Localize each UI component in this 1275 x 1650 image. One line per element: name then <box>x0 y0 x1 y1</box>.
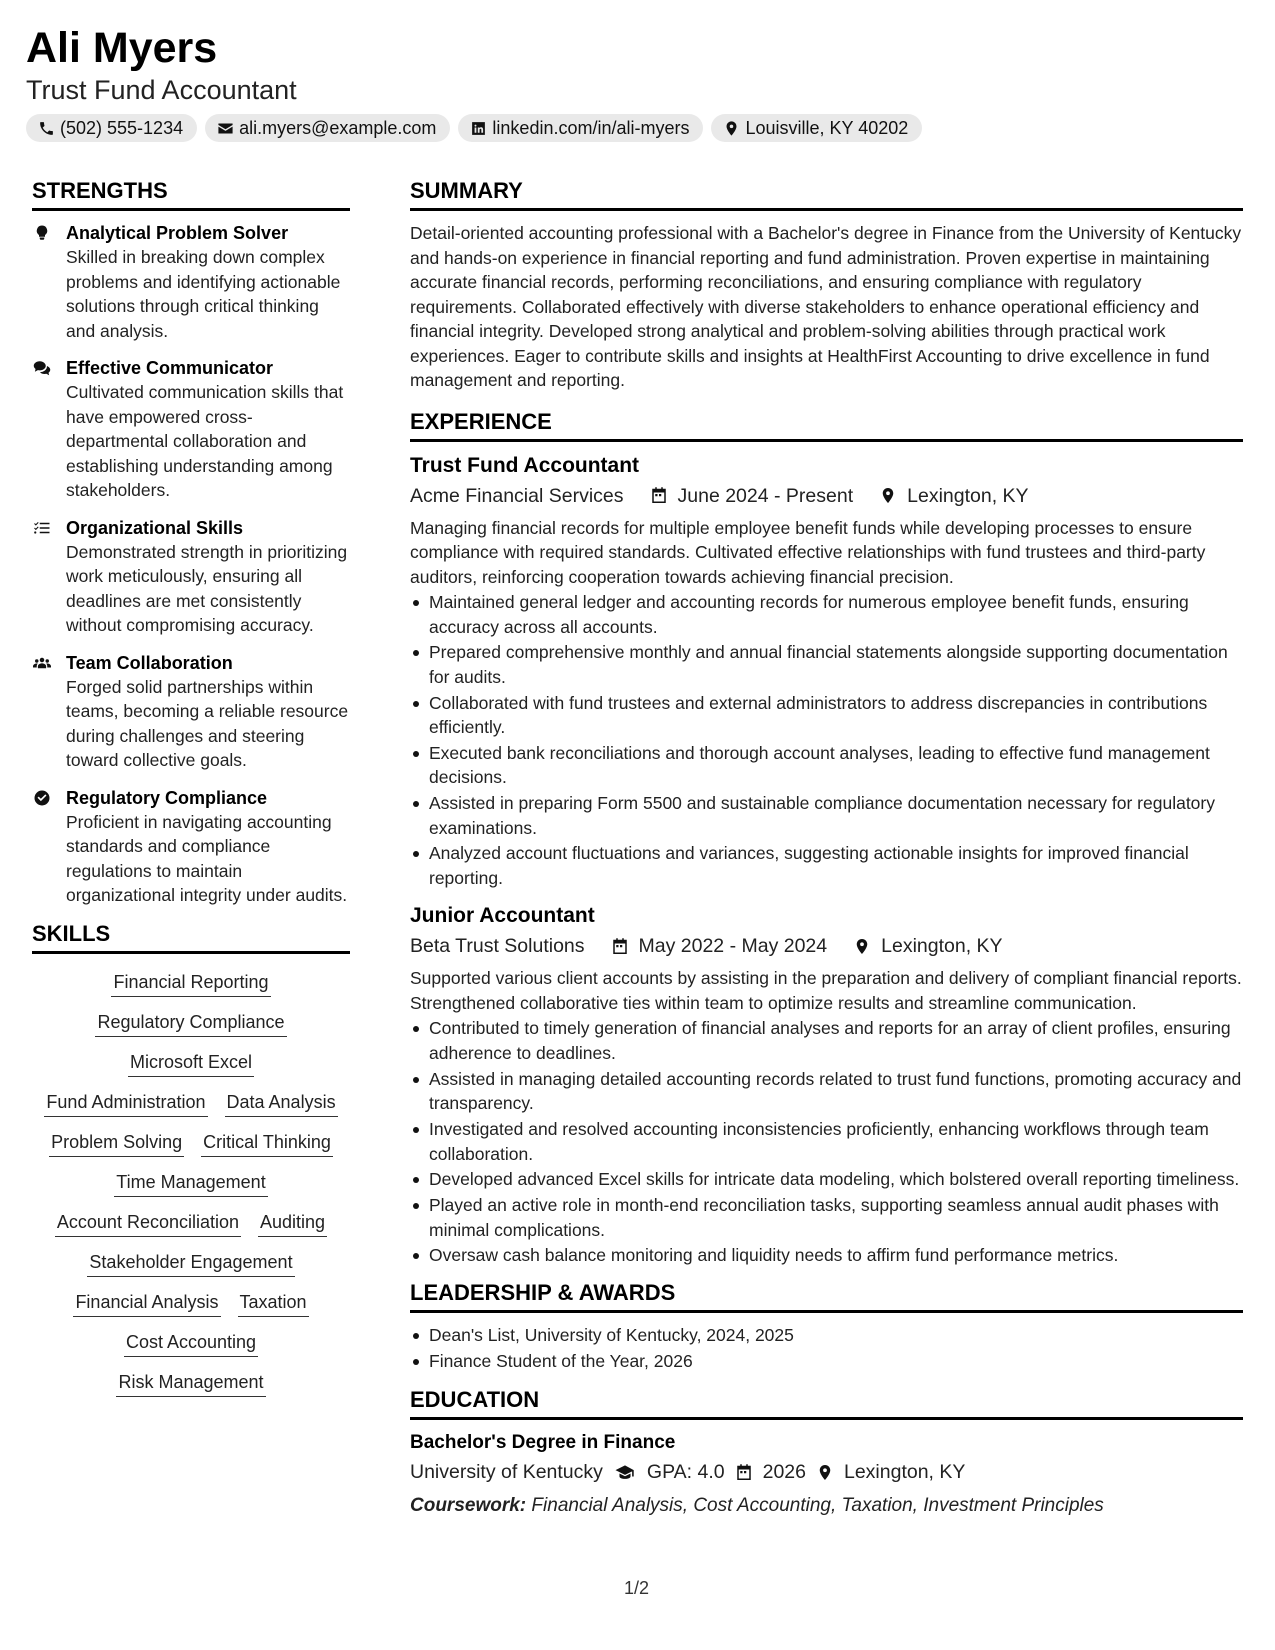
strength-title: Effective Communicator <box>66 358 274 378</box>
page-number: 1/2 <box>624 1578 650 1598</box>
skill-tag: Auditing <box>258 1208 327 1237</box>
comments-icon <box>32 359 52 377</box>
coursework-label: Coursework: <box>410 1495 527 1517</box>
phone-icon <box>38 120 55 137</box>
job-location: Lexington, KY <box>907 484 1029 507</box>
strength-item <box>32 516 350 638</box>
bullet-item: Analyzed account fluctuations and variances, suggesting actionable insights for improved financial reporting. <box>410 841 1243 890</box>
bullet-item: Executed bank reconciliations and thorough account analyses, leading to effective fund management decisions. <box>410 741 1243 790</box>
coursework <box>410 1492 1243 1520</box>
envelope-icon <box>217 120 234 137</box>
map-pin-icon <box>853 937 871 956</box>
skill-tag: Time Management <box>114 1168 267 1197</box>
school-location: Lexington, KY <box>843 1461 966 1484</box>
education-meta <box>410 1457 1243 1487</box>
job-title: Junior Accountant <box>410 904 595 928</box>
list-check-icon <box>32 519 52 537</box>
email-pill[interactable] <box>205 114 450 142</box>
location-pill[interactable] <box>711 114 922 142</box>
calendar-icon <box>735 1463 753 1482</box>
award-item: Finance Student of the Year, 2026 <box>410 1349 1243 1374</box>
strength-item <box>32 356 350 503</box>
skill-row <box>55 1208 327 1237</box>
awards-heading: LEADERSHIP & AWARDS <box>410 1280 1243 1313</box>
bullet-item: Contributed to timely generation of financial analyses and reports for an array of client profiles, ensuring adherence to deadlines. <box>410 1016 1243 1065</box>
strength-desc: Proficient in navigating accounting standards and compliance regulations to maintain organizational integrity under audits. <box>66 811 348 905</box>
calendar-icon <box>611 937 629 956</box>
graduation-year: 2026 <box>762 1461 806 1484</box>
skill-row <box>124 1328 258 1357</box>
contact-bar <box>26 114 1246 142</box>
bullet-item: Played an active role in month-end reconciliation tasks, supporting seamless annual audit phases with minimal complications. <box>410 1193 1243 1242</box>
skill-tag: Account Reconciliation <box>55 1208 241 1237</box>
skill-tag: Financial Reporting <box>111 968 270 997</box>
education-heading: EDUCATION <box>410 1387 1243 1420</box>
skill-row <box>95 1008 286 1037</box>
skill-row <box>49 1128 333 1157</box>
strength-desc: Skilled in breaking down complex problems and identifying actionable solutions through critical thinking and analysis. <box>66 247 341 341</box>
skills-heading: SKILLS <box>32 921 350 954</box>
job-company: Beta Trust Solutions <box>410 935 585 958</box>
skill-row <box>111 968 270 997</box>
bullet-item: Oversaw cash balance monitoring and liquidity needs to affirm fund performance metrics. <box>410 1243 1243 1268</box>
strengths-list <box>32 221 350 908</box>
bullet-item: Prepared comprehensive monthly and annual financial statements alongside supporting documentation for audits. <box>410 640 1243 689</box>
strength-title: Team Collaboration <box>66 652 233 673</box>
job-meta <box>410 931 1243 961</box>
bullet-item: Investigated and resolved accounting inconsistencies proficiently, enhancing workflows through team collaboration. <box>410 1117 1243 1166</box>
left-column <box>32 178 350 1397</box>
lightbulb-icon <box>32 224 52 242</box>
skill-tag: Regulatory Compliance <box>95 1008 286 1037</box>
job-dates: May 2022 - May 2024 <box>638 935 828 958</box>
strength-desc: Demonstrated strength in prioritizing work meticulously, ensuring all deadlines are met consistently without compromising accuracy. <box>66 541 348 635</box>
job-location: Lexington, KY <box>881 935 1003 958</box>
strength-desc: Cultivated communication skills that have empowered cross-departmental collaboration and establishing understanding among stakeholders. <box>66 382 344 500</box>
gpa: GPA: 4.0 <box>646 1461 725 1484</box>
bullet-item: Assisted in preparing Form 5500 and sustainable compliance documentation necessary for regulatory examinations. <box>410 791 1243 840</box>
job-bullets <box>410 1016 1243 1267</box>
skill-row <box>116 1368 265 1397</box>
coursework-list: Financial Analysis, Cost Accounting, Taxation, Investment Principles <box>531 1495 1104 1517</box>
candidate-title: Trust Fund Accountant <box>26 75 297 105</box>
strength-desc: Forged solid partnerships within teams, becoming a reliable resource during challenges and steering toward collective goals. <box>66 676 349 770</box>
summary-heading: SUMMARY <box>410 178 1243 211</box>
skill-tag: Cost Accounting <box>124 1328 258 1357</box>
map-pin-icon <box>816 1463 834 1482</box>
skill-tag: Stakeholder Engagement <box>87 1248 294 1277</box>
awards-list <box>410 1323 1243 1373</box>
right-column <box>410 178 1243 1520</box>
location-text: Louisville, KY 40202 <box>745 118 909 138</box>
bullet-item: Collaborated with fund trustees and external administrators to address discrepancies in contributions efficiently. <box>410 691 1243 740</box>
strength-title: Analytical Problem Solver <box>66 223 289 243</box>
skill-row <box>87 1248 294 1277</box>
skill-tag: Data Analysis <box>225 1088 338 1117</box>
bullet-item: Maintained general ledger and accounting records for numerous employee benefit funds, ensuring accuracy across all accounts. <box>410 590 1243 639</box>
skill-row <box>44 1088 337 1117</box>
strength-title: Organizational Skills <box>66 517 244 538</box>
strength-item <box>32 786 350 908</box>
summary-text: Detail-oriented accounting professional with a Bachelor's degree in Finance from the University of Kentucky and hands-on experience in financial reporting and fund administration. Proven expertise in maintaining accurate financial records, performing reconciliations, and ensuring compliance with regulatory requirements. Collaborated effectively with diverse stakeholders to enhance operational efficiency and financial integrity. Developed strong analytical and problem-solving abilities through practical work experiences. Eager to contribute skills and insights at HealthFirst Accounting to drive excellence in fund management and reporting. <box>410 223 1242 390</box>
graduation-cap-icon <box>613 1463 637 1482</box>
experience-heading: EXPERIENCE <box>410 409 1243 442</box>
job-title: Trust Fund Accountant <box>410 453 640 477</box>
users-icon <box>32 654 52 672</box>
skill-row <box>128 1048 254 1077</box>
bullet-item: Assisted in managing detailed accounting records related to trust fund functions, promoting accuracy and transparency. <box>410 1067 1243 1116</box>
degree-title: Bachelor's Degree in Finance <box>410 1432 676 1454</box>
job-meta <box>410 481 1243 511</box>
skill-row <box>73 1288 308 1317</box>
skill-tag: Critical Thinking <box>201 1128 333 1157</box>
strength-item <box>32 651 350 773</box>
skills-list <box>32 964 350 1397</box>
skill-tag: Risk Management <box>116 1368 265 1397</box>
job-bullets <box>410 590 1243 890</box>
skill-tag: Problem Solving <box>49 1128 184 1157</box>
strength-title: Regulatory Compliance <box>66 787 268 808</box>
phone-pill[interactable] <box>26 114 197 142</box>
award-item: Dean's List, University of Kentucky, 2024, 2025 <box>410 1323 1243 1348</box>
skill-row <box>114 1168 267 1197</box>
email-text: ali.myers@example.com <box>239 118 437 138</box>
linkedin-text: linkedin.com/in/ali-myers <box>492 118 690 138</box>
job-entry <box>410 452 1243 891</box>
skill-tag: Fund Administration <box>44 1088 207 1117</box>
skill-tag: Taxation <box>238 1288 309 1317</box>
linkedin-icon <box>470 120 487 137</box>
skill-tag: Microsoft Excel <box>128 1048 254 1077</box>
map-pin-icon <box>723 120 740 137</box>
resume-header <box>26 24 1246 142</box>
strength-item <box>32 221 350 343</box>
strengths-heading: STRENGTHS <box>32 178 350 211</box>
skill-tag: Financial Analysis <box>73 1288 220 1317</box>
phone-text: (502) 555-1234 <box>60 118 184 138</box>
job-description: Managing financial records for multiple employee benefit funds while developing processes to ensure compliance with required standards. Cultivated effective relationships with fund trustees and third-party auditors, reinforcing cooperation towards achieving financial precision. <box>410 517 1206 587</box>
job-entry <box>410 902 1243 1267</box>
map-pin-icon <box>879 486 897 505</box>
check-circle-icon <box>32 789 52 807</box>
job-description: Supported various client accounts by assisting in the preparation and delivery of compliant financial reports. Strengthened collaborative ties within team to optimize results and streamline communication. <box>410 968 1242 1013</box>
job-dates: June 2024 - Present <box>677 484 854 507</box>
calendar-icon <box>650 486 668 505</box>
bullet-item: Developed advanced Excel skills for intricate data modeling, which bolstered overall reporting timeliness. <box>410 1167 1243 1192</box>
school-name: University of Kentucky <box>410 1461 603 1484</box>
linkedin-pill[interactable] <box>458 114 703 142</box>
job-company: Acme Financial Services <box>410 484 624 507</box>
candidate-name: Ali Myers <box>26 24 218 72</box>
